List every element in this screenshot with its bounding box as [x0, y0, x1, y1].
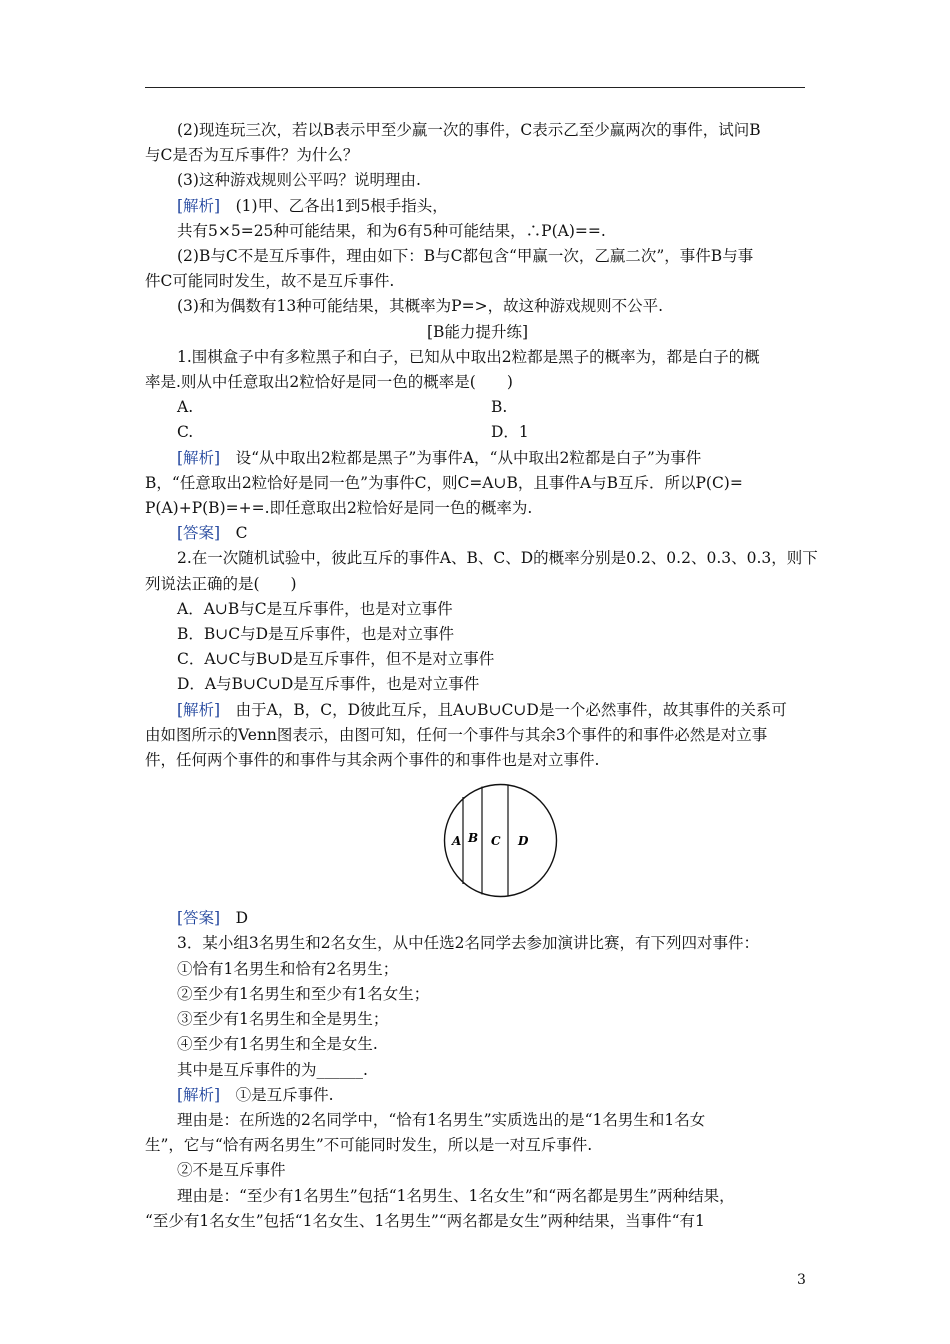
text-line: 共有5×5=25种可能结果，和为6有5种可能结果，∴P(A)==. — [177, 221, 606, 240]
text-line: B．B∪C与D是互斥事件，也是对立事件 — [177, 625, 455, 644]
text-line: ③至少有1名男生和全是男生； — [177, 1010, 389, 1029]
text-line: (2)现连玩三次，若以B表示甲至少赢一次的事件，C表示乙至少赢两次的事件，试问B — [177, 121, 761, 139]
options-row — [145, 395, 810, 420]
text-line: 3．某小组3名男生和2名女生，从中任选2名同学去参加演讲比赛，有下列四对事件： — [177, 934, 759, 953]
text-line: P(A)+P(B)=+=.即任意取出2粒恰好是同一色的概率为. — [145, 499, 533, 518]
text-line: 与C是否为互斥事件？为什么？ — [145, 146, 359, 165]
venn-label-b: B — [468, 831, 479, 846]
text-line: “至少有1名女生”包括“1名女生、1名男生”“两名都是女生”两种结果，当事件“有1 — [145, 1211, 705, 1230]
venn-diagram — [145, 783, 810, 898]
text-line: D．A与B∪C∪D是互斥事件，也是对立事件 — [177, 675, 480, 694]
analysis-line — [145, 698, 810, 723]
analysis-tag: [解析] — [177, 1085, 221, 1104]
option-d: D．1 — [491, 423, 529, 442]
analysis-tag: [解析] — [177, 448, 221, 467]
analysis-line — [145, 194, 810, 219]
page-number: 3 — [797, 1272, 806, 1288]
venn-label-a: A — [452, 834, 462, 849]
venn-label-d: D — [518, 834, 529, 849]
text-line: 列说法正确的是( ) — [145, 574, 297, 593]
text-line: 1.围棋盒子中有多粒黑子和白子，已知从中取出2粒都是黑子的概率为，都是白子的概 — [177, 347, 760, 366]
text-line: 理由是：在所选的2名同学中，“恰有1名男生”实质选出的是“1名男生和1名女 — [177, 1110, 706, 1129]
text-line: 生”，它与“恰有两名男生”不可能同时发生，所以是一对互斥事件. — [145, 1136, 593, 1155]
answer-tag: [答案] — [177, 524, 221, 543]
venn-label-c: C — [491, 834, 501, 849]
text-line: B，“任意取出2粒恰好是同一色”为事件C，则C=A∪B，且事件A与B互斥．所以P(C)= — [145, 473, 743, 492]
text-line: 理由是：“至少有1名男生”包括“1名男生、1名女生”和“两名都是男生”两种结果， — [177, 1186, 735, 1205]
text-line: C．A∪C与B∪D是互斥事件，但不是对立事件 — [177, 650, 495, 669]
analysis-tag: [解析] — [177, 700, 221, 719]
venn-svg — [443, 783, 558, 898]
text-line: 件，任何两个事件的和事件与其余两个事件的和事件也是对立事件. — [145, 751, 600, 770]
text-line: ②至少有1名男生和至少有1名女生； — [177, 984, 430, 1003]
option-c: C. — [177, 423, 194, 442]
text-span: 设“从中取出2粒都是黑子”为事件A，“从中取出2粒都是白子”为事件 — [235, 448, 702, 467]
analysis-line — [145, 446, 810, 471]
text-span: (1)甲、乙各出1到5根手指头， — [235, 196, 448, 215]
header-rule — [145, 87, 805, 88]
text-line: (2)B与C不是互斥事件，理由如下：B与C都包含“甲赢一次，乙赢二次”，事件B与事 — [177, 247, 754, 266]
text-line: 由如图所示的Venn图表示，由图可知，任何一个事件与其余3个事件的和事件必然是对立事 — [145, 725, 768, 744]
answer-value: D — [235, 909, 249, 928]
text-line: 其中是互斥事件的为______. — [177, 1060, 368, 1079]
section-heading: [B能力提升练] — [427, 322, 528, 341]
text-line: (3)这种游戏规则公平吗？说明理由. — [177, 171, 421, 190]
answer-value: C — [235, 524, 248, 543]
options-row — [145, 420, 810, 445]
text-line: 件C可能同时发生，故不是互斥事件. — [145, 272, 395, 291]
text-span: 由于A，B，C，D彼此互斥，且A∪B∪C∪D是一个必然事件，故其事件的关系可 — [235, 700, 787, 719]
text-line: 2.在一次随机试验中，彼此互斥的事件A、B、C、D的概率分别是0.2、0.2、0.3、0.3，则下 — [177, 549, 818, 568]
text-line: A．A∪B与C是互斥事件，也是对立事件 — [177, 599, 453, 618]
answer-tag: [答案] — [177, 909, 221, 928]
text-line: 率是.则从中任意取出2粒恰好是同一色的概率是( ) — [145, 373, 513, 392]
page-content — [145, 118, 818, 1234]
text-line: ②不是互斥事件 — [177, 1161, 286, 1180]
analysis-line — [145, 1083, 810, 1108]
option-b: B. — [491, 398, 508, 417]
answer-line — [145, 906, 810, 931]
option-a: A. — [177, 398, 194, 417]
answer-line — [145, 521, 810, 546]
text-line: (3)和为偶数有13种可能结果，其概率为P=>，故这种游戏规则不公平. — [177, 297, 664, 316]
text-line: ①恰有1名男生和恰有2名男生； — [177, 959, 399, 978]
analysis-tag: [解析] — [177, 196, 221, 215]
text-span: ①是互斥事件. — [235, 1085, 334, 1104]
text-line: ④至少有1名男生和全是女生. — [177, 1035, 378, 1054]
